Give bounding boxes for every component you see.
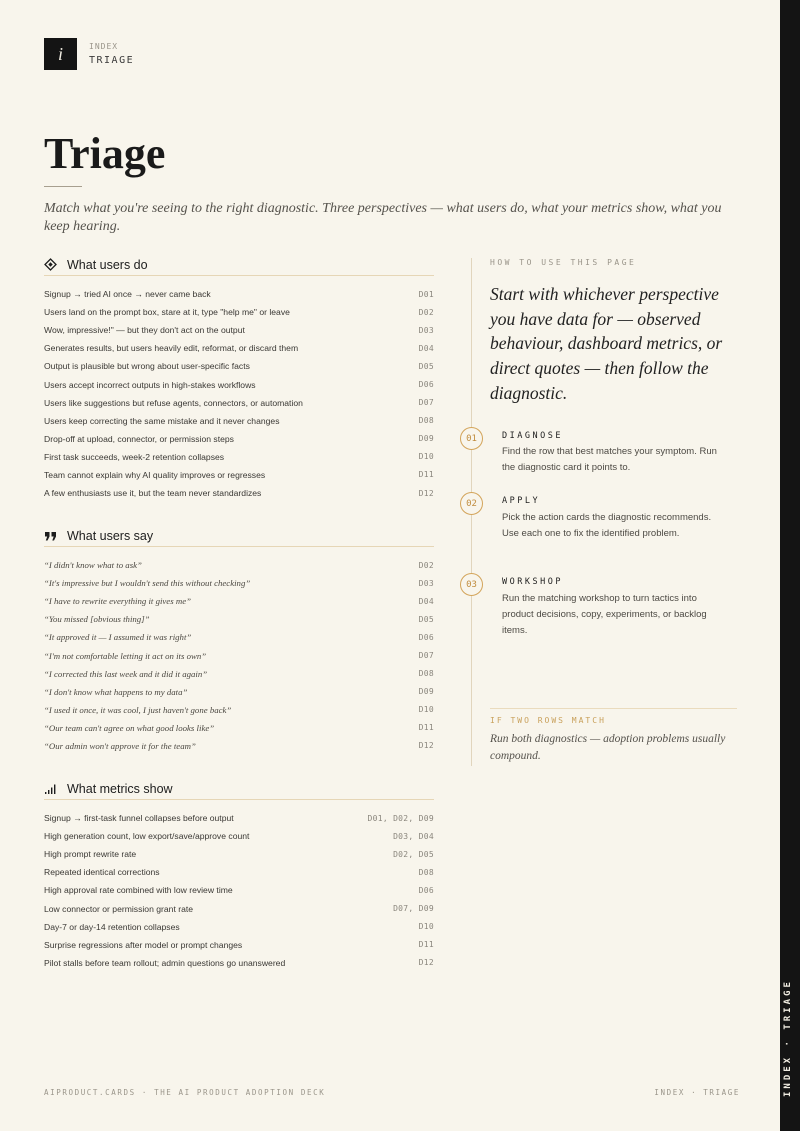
- symptom-row[interactable]: [44, 899, 434, 917]
- intro-text: Match what you're seeing to the right diagnostic. Three perspectives — what users do, what your metrics show, what you keep hearing.: [44, 201, 722, 234]
- diagnostic-code[interactable]: D02: [418, 307, 434, 317]
- symptom-text: “It approved it — I assumed it was right”: [44, 632, 192, 643]
- diagnostic-code[interactable]: D06: [418, 632, 434, 642]
- symptom-row[interactable]: [44, 827, 434, 845]
- diagnostic-code[interactable]: D04: [418, 596, 434, 606]
- section-header-what-users-do: [44, 254, 434, 276]
- symptom-row[interactable]: [44, 339, 434, 357]
- symptom-list-users-say: [44, 556, 434, 755]
- symptom-row[interactable]: [44, 809, 434, 827]
- diagnostic-code[interactable]: D08: [418, 669, 434, 679]
- title-divider: [44, 186, 82, 187]
- match-divider: [490, 708, 737, 709]
- diagnostic-code[interactable]: D05: [418, 361, 434, 371]
- howto-label: HOW TO USE THIS PAGE: [490, 258, 637, 267]
- symptom-text: Drop-off at upload, connector, or permission steps: [44, 433, 234, 444]
- symptom-text: “I didn't know what to ask”: [44, 560, 142, 571]
- symptom-text: Wow, impressive!" — but they don't act on the output: [44, 325, 245, 336]
- step-number-01: 01: [460, 427, 483, 450]
- match-label: IF TWO ROWS MATCH: [490, 716, 606, 725]
- symptom-row[interactable]: [44, 683, 434, 701]
- diagnostic-code[interactable]: D08: [418, 416, 434, 426]
- symptom-text: Surprise regressions after model or prompt changes: [44, 939, 243, 950]
- symptom-text: Users accept incorrect outputs in high-stakes workflows: [44, 379, 256, 390]
- diamond-icon: [44, 258, 60, 271]
- page-title: Triage: [44, 129, 166, 178]
- symptom-text: Users land on the prompt box, stare at it, type "help me" or leave: [44, 307, 290, 318]
- symptom-row[interactable]: [44, 484, 434, 502]
- bar-chart-icon: [44, 783, 60, 795]
- step-title-workshop: WORKSHOP: [502, 577, 563, 587]
- symptom-row[interactable]: [44, 863, 434, 881]
- match-text: Run both diagnostics — adoption problems usually compound.: [490, 733, 726, 762]
- section-title: What users say: [67, 528, 154, 543]
- symptom-text: Repeated identical corrections: [44, 867, 160, 878]
- symptom-row[interactable]: [44, 375, 434, 393]
- symptom-row[interactable]: [44, 845, 434, 863]
- step-title-diagnose: DIAGNOSE: [502, 431, 563, 441]
- symptom-text: “I used it once, it was cool, I just haven't gone back”: [44, 704, 232, 715]
- symptom-text: First task succeeds, week-2 retention collapses: [44, 451, 225, 462]
- diagnostic-code[interactable]: D12: [418, 958, 434, 968]
- step-description: Pick the action cards the diagnostic recommends. Use each one to fix the identified problem.: [502, 512, 712, 539]
- symptom-text: “Our admin won't approve it for the team”: [44, 740, 196, 751]
- symptom-row[interactable]: [44, 719, 434, 737]
- symptom-text: “I don't know what happens to my data”: [44, 686, 188, 697]
- symptom-row[interactable]: [44, 430, 434, 448]
- symptom-row[interactable]: [44, 357, 434, 375]
- diagnostic-code[interactable]: D11: [418, 723, 434, 733]
- section-title: What metrics show: [67, 781, 173, 796]
- symptom-text: Users keep correcting the same mistake and it never changes: [44, 415, 280, 426]
- diagnostic-code[interactable]: D06: [418, 380, 434, 390]
- symptom-row[interactable]: [44, 466, 434, 484]
- side-index-strip: [780, 0, 800, 1131]
- diagnostic-code[interactable]: D12: [418, 488, 434, 498]
- symptom-text: Low connector or permission grant rate: [44, 903, 194, 914]
- diagnostic-code[interactable]: D10: [418, 705, 434, 715]
- symptom-text: A few enthusiasts use it, but the team never standardizes: [44, 488, 262, 499]
- footer-deck-title: AIPRODUCT.CARDS · THE AI PRODUCT ADOPTION DECK: [44, 1088, 326, 1097]
- symptom-row[interactable]: [44, 665, 434, 683]
- diagnostic-code[interactable]: D12: [418, 741, 434, 751]
- logo-badge: i: [44, 38, 77, 70]
- diagnostic-code[interactable]: D02, D05: [393, 849, 434, 859]
- diagnostic-code[interactable]: D10: [418, 922, 434, 932]
- symptom-text: High prompt rewrite rate: [44, 849, 137, 860]
- symptom-text: Generates results, but users heavily edit, reformat, or discard them: [44, 343, 299, 354]
- diagnostic-code[interactable]: D11: [418, 470, 434, 480]
- symptom-text: Team cannot explain why AI quality improves or regresses: [44, 469, 266, 480]
- symptom-text: “Our team can't agree on what good looks like”: [44, 722, 215, 733]
- diagnostic-code[interactable]: D01: [418, 289, 434, 299]
- diagnostic-code[interactable]: D02: [418, 560, 434, 570]
- symptom-text: Signup → tried AI once → never came back: [44, 289, 211, 300]
- diagnostic-code[interactable]: D05: [418, 614, 434, 624]
- section-header-what-metrics-show: [44, 778, 434, 800]
- breadcrumb-parent[interactable]: INDEX: [89, 42, 119, 51]
- symptom-row[interactable]: [44, 394, 434, 412]
- breadcrumb-current: TRIAGE: [89, 55, 135, 66]
- diagnostic-code[interactable]: D03, D04: [393, 831, 434, 841]
- symptom-list-metrics-show: [44, 809, 434, 972]
- symptom-row[interactable]: [44, 701, 434, 719]
- symptom-list-users-do: [44, 285, 434, 502]
- symptom-row[interactable]: [44, 737, 434, 755]
- symptom-row[interactable]: [44, 936, 434, 954]
- symptom-row[interactable]: [44, 285, 434, 303]
- symptom-text: “I have to rewrite everything it gives me”: [44, 596, 191, 607]
- symptom-row[interactable]: [44, 556, 434, 574]
- symptom-text: “It's impressive but I wouldn't send this without checking”: [44, 578, 251, 589]
- diagnostic-code[interactable]: D11: [418, 940, 434, 950]
- step-title-apply: APPLY: [502, 496, 541, 506]
- diagnostic-code[interactable]: D07: [418, 651, 434, 661]
- step-description: Run the matching workshop to turn tactics into product decisions, copy, experiments, or backlog items.: [502, 593, 707, 636]
- howto-text: Start with whichever perspective you have data for — observed behaviour, dashboard metrics, or direct quotes — then follow the diagnostic.: [490, 284, 723, 403]
- symptom-row[interactable]: [44, 448, 434, 466]
- symptom-row[interactable]: [44, 881, 434, 899]
- diagnostic-code[interactable]: D03: [418, 325, 434, 335]
- symptom-text: Users like suggestions but refuse agents, connectors, or automation: [44, 397, 303, 408]
- symptom-row[interactable]: [44, 646, 434, 664]
- diagnostic-code[interactable]: D01, D02, D09: [367, 813, 434, 823]
- diagnostic-code[interactable]: D04: [418, 343, 434, 353]
- side-strip-label: INDEX · TRIAGE: [783, 979, 793, 1097]
- diagnostic-code[interactable]: D07: [418, 398, 434, 408]
- step-number-03: 03: [460, 573, 483, 596]
- symptom-row[interactable]: [44, 321, 434, 339]
- symptom-text: Output is plausible but wrong about user-specific facts: [44, 361, 250, 372]
- symptom-row[interactable]: [44, 574, 434, 592]
- diagnostic-code[interactable]: D03: [418, 578, 434, 588]
- symptom-row[interactable]: [44, 303, 434, 321]
- step-description: Find the row that best matches your symptom. Run the diagnostic card it points to.: [502, 446, 717, 473]
- diagnostic-code[interactable]: D07, D09: [393, 904, 434, 914]
- symptom-text: “You missed [obvious thing]”: [44, 614, 150, 625]
- symptom-text: High generation count, low export/save/approve count: [44, 831, 250, 842]
- diagnostic-code[interactable]: D10: [418, 452, 434, 462]
- section-title: What users do: [67, 257, 148, 272]
- symptom-text: “I corrected this last week and it did it again”: [44, 668, 208, 679]
- diagnostic-code[interactable]: D09: [418, 687, 434, 697]
- symptom-text: Pilot stalls before team rollout; admin questions go unanswered: [44, 957, 286, 968]
- section-header-what-users-say: [44, 525, 434, 547]
- symptom-row[interactable]: [44, 412, 434, 430]
- symptom-row[interactable]: [44, 628, 434, 646]
- symptom-text: High approval rate combined with low review time: [44, 885, 233, 896]
- quote-icon: [44, 530, 60, 542]
- symptom-row[interactable]: [44, 610, 434, 628]
- symptom-row[interactable]: [44, 592, 434, 610]
- symptom-row[interactable]: [44, 918, 434, 936]
- symptom-text: Day-7 or day-14 retention collapses: [44, 921, 180, 932]
- step-number-02: 02: [460, 492, 483, 515]
- diagnostic-code[interactable]: D08: [418, 867, 434, 877]
- diagnostic-code[interactable]: D09: [418, 434, 434, 444]
- footer-page-label: INDEX · TRIAGE: [654, 1088, 740, 1097]
- diagnostic-code[interactable]: D06: [418, 885, 434, 895]
- symptom-text: Signup → first-task funnel collapses before output: [44, 813, 234, 824]
- symptom-text: “I'm not comfortable letting it act on its own”: [44, 650, 207, 661]
- symptom-row[interactable]: [44, 954, 434, 972]
